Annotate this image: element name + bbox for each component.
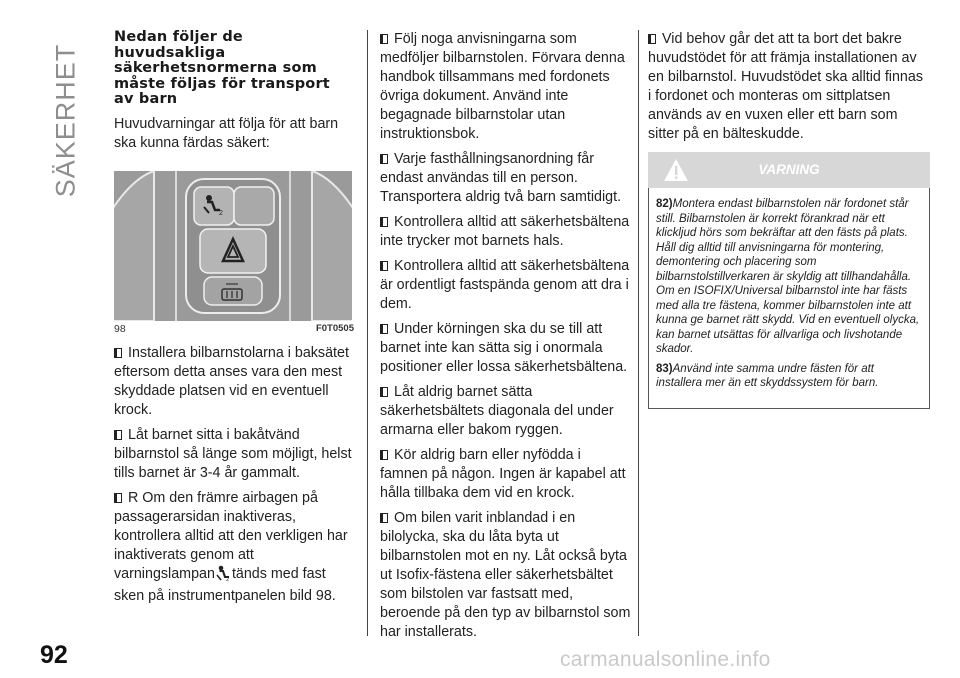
airbag-off-warning-icon (216, 565, 231, 587)
checkbox-bullet-icon (380, 34, 388, 44)
section-label: SÄKERHET (50, 43, 81, 197)
dashboard-figure (114, 171, 352, 321)
bullet-item-airbag: R Om den främre airbagen på passagerarsidan inaktiveras, kontrollera alltid att den verkligen har inaktiverats genom att varningslampan 2 tänds med fast sken på instrumentpanelen bild 98. (114, 489, 348, 604)
warning-number: 82) (656, 198, 673, 210)
warning-header (648, 152, 930, 188)
bullet-item: Följ noga anvisningarna som medföljer bilbarnstolen. Förvara denna handbok tillsammans med fordonets övriga dokument. Använd inte begagnade bilbarnstolar utan instruktionsbok. (380, 31, 625, 142)
column-divider-1 (367, 30, 368, 636)
intro-text: Huvudvarningar att följa för att barn ska kunna färdas säkert: (114, 115, 339, 151)
checkbox-bullet-icon (380, 217, 388, 227)
column-1 (114, 30, 354, 612)
figure-code: F0T0505 (315, 322, 354, 334)
warning-body (648, 188, 930, 409)
checkbox-bullet-icon (114, 348, 122, 358)
bullet-item: Kontrollera alltid att säkerhetsbältena inte trycker mot barnets hals. (380, 214, 630, 249)
bullet-item: Kontrollera alltid att säkerhetsbältena är ordentligt fastspända genom att dra i dem. (380, 258, 630, 312)
checkbox-bullet-icon (380, 387, 388, 397)
figure-number: 98 (114, 322, 126, 335)
checkbox-bullet-icon (380, 513, 388, 523)
svg-text:2: 2 (225, 576, 229, 581)
checkbox-bullet-icon (114, 493, 122, 503)
dashboard-illustration (114, 171, 352, 321)
bullet-item: Om bilen varit inblandad i en bilolycka, ska du låta byta ut bilbarnstolen mot en ny. Låt också byta ut Isofix-fästena eller säkerhetsbältet som bilstolen var fastsatt med, beroende på den typ av bilbarnstol som har installerats. (380, 510, 631, 640)
bullet-item: Under körningen ska du se till att barnet inte kan sätta sig i onormala positioner eller lossa säkerhetsbältena. (380, 321, 628, 375)
svg-text:2: 2 (219, 209, 223, 217)
warning-item: 82)Montera endast bilbarnstolen när fordonet står still. Bilbarnstolen är korrekt förankrad när ett klickljud hörs som bekräftar att den fästs på plats. Håll dig alltid till anvisningarna för montering, demontering och placering som bilbarnstolstillverkaren är skyldig att tillhandahålla. Om en ISOFIX/Universal bilbarnstol inte har fästs med alla tre fästena, kommer bilbarnstolen inte att kunna ge barnet rätt skydd. Vid en eventuell olycka, kan barnet utsättas för allvarliga och livshotande skador. (656, 198, 920, 355)
checkbox-bullet-icon (380, 261, 388, 271)
figure-caption (114, 323, 354, 335)
section-heading: Nedan följer de huvudsakliga säkerhetsnormerna som måste följas för transport av barn (114, 29, 330, 107)
bullet-item: Låt aldrig barnet sätta säkerhetsbältets diagonala del under armarna eller bakom ryggen. (380, 384, 614, 438)
checkbox-bullet-icon (114, 430, 122, 440)
warning-number: 83) (656, 362, 673, 375)
column-divider-2 (638, 30, 639, 636)
bullet-item: Kör aldrig barn eller nyfödda i famnen på någon. Ingen är kapabel att hålla tillbaka dem vid en krock. (380, 447, 626, 501)
warning-title: VARNING (758, 162, 820, 177)
checkbox-bullet-icon (380, 324, 388, 334)
warning-item: 83)Använd inte samma undre fästen för att installera mer än ett skyddssystem för barn. (656, 362, 879, 389)
page-number: 92 (40, 641, 68, 669)
bullet-item: Installera bilbarnstolarna i baksätet eftersom detta anses vara den mest skyddade platsen vid en eventuell krock. (114, 344, 349, 418)
checkbox-bullet-icon (648, 34, 656, 44)
column-3 (648, 30, 930, 409)
bullet-item: Varje fasthållningsanordning får endast användas till en person. Transportera aldrig två barn samtidigt. (380, 151, 622, 205)
column-2 (380, 30, 632, 648)
bullet-item: Låt barnet sitta i bakåtvänd bilbarnstol så länge som möjligt, helst tills barnet är 3-4 år gammalt. (114, 426, 352, 481)
watermark: carmanualsonline.info (560, 648, 771, 671)
checkbox-bullet-icon (380, 154, 388, 164)
checkbox-bullet-icon (380, 450, 388, 460)
bullet-item: Vid behov går det att ta bort det bakre huvudstödet för att främja installationen av en bilbarnstol. Huvudstödet ska alltid finnas i fordonet och monteras om sittplatsen används av en vuxen eller ett barn som sitter på en bälteskudde. (648, 31, 923, 142)
